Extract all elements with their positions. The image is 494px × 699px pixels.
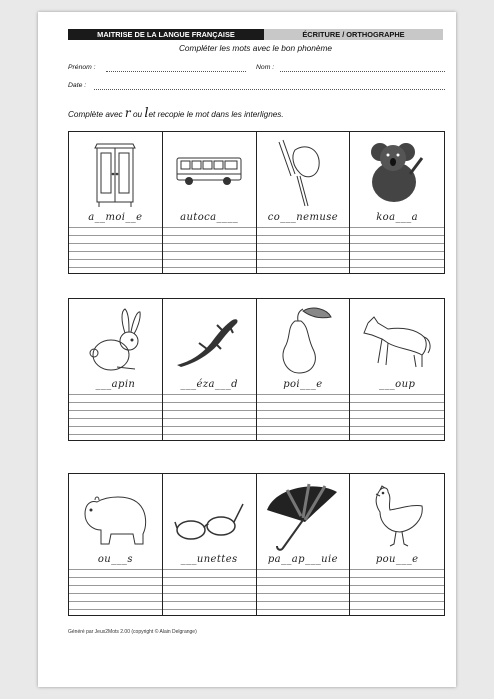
exercise-cell — [163, 132, 257, 273]
word-to-complete: a__moi__e — [88, 212, 143, 223]
exercise-cell — [69, 474, 163, 615]
writing-lines[interactable] — [163, 227, 256, 273]
writing-lines[interactable] — [257, 569, 350, 615]
instruction-middle: ou — [132, 110, 143, 119]
writing-lines[interactable] — [350, 227, 444, 273]
writing-lines[interactable] — [350, 569, 444, 615]
wardrobe-icon — [77, 136, 153, 210]
worksheet-page — [38, 12, 456, 687]
worksheet-subtitle: Compléter les mots avec le bon phonème — [178, 43, 333, 53]
exercise-row-2 — [68, 298, 445, 441]
bagpipe-icon — [265, 136, 341, 210]
writing-lines[interactable] — [69, 227, 162, 273]
writing-lines[interactable] — [257, 227, 350, 273]
header-subject: MAITRISE DE LA LANGUE FRANÇAISE — [68, 29, 264, 40]
exercise-row-3 — [68, 473, 445, 616]
exercise-cell — [257, 474, 351, 615]
word-to-complete: pou___e — [375, 554, 419, 565]
date-field[interactable] — [94, 89, 445, 90]
bear-icon — [77, 478, 153, 552]
lizard-icon — [171, 303, 247, 377]
writing-lines[interactable] — [350, 394, 444, 440]
word-to-complete: co___nemuse — [267, 212, 339, 223]
date-label: Date : — [68, 82, 87, 89]
instruction — [68, 106, 284, 121]
nom-field[interactable] — [280, 71, 445, 72]
word-to-complete: autoca____ — [180, 212, 239, 223]
instruction-after: et recopie le mot dans les interlignes. — [148, 110, 284, 119]
pear-icon — [265, 303, 341, 377]
rabbit-icon — [77, 303, 153, 377]
exercise-cell — [257, 132, 351, 273]
umbrella-icon — [265, 478, 341, 552]
writing-lines[interactable] — [163, 394, 256, 440]
writing-lines[interactable] — [163, 569, 256, 615]
header-topic: ÉCRITURE / ORTHOGRAPHE — [264, 29, 443, 40]
exercise-cell — [350, 132, 444, 273]
word-to-complete: poi___e — [283, 379, 323, 390]
letter-r: r — [124, 106, 131, 120]
glasses-icon — [171, 478, 247, 552]
exercise-cell — [69, 132, 163, 273]
bus-icon — [171, 136, 247, 210]
prenom-label: Prénom : — [68, 64, 96, 71]
exercise-cell — [69, 299, 163, 440]
writing-lines[interactable] — [69, 394, 162, 440]
instruction-before: Complète avec — [68, 110, 123, 119]
exercise-cell — [350, 474, 444, 615]
writing-lines[interactable] — [69, 569, 162, 615]
exercise-cell — [257, 299, 351, 440]
word-to-complete: pa__ap___uie — [267, 554, 338, 565]
word-to-complete: ___unettes — [180, 554, 238, 565]
word-to-complete: koa___a — [376, 212, 419, 223]
word-to-complete: ou___s — [97, 554, 133, 565]
hen-icon — [358, 478, 434, 552]
exercise-cell — [163, 299, 257, 440]
exercise-cell — [350, 299, 444, 440]
word-to-complete: ___oup — [378, 379, 416, 390]
exercise-row-1 — [68, 131, 445, 274]
word-to-complete: ___apin — [95, 379, 136, 390]
writing-lines[interactable] — [257, 394, 350, 440]
word-to-complete: ___éza___d — [180, 379, 238, 390]
wolf-icon — [358, 303, 434, 377]
letter-l: l — [144, 106, 149, 121]
nom-label: Nom : — [256, 64, 275, 71]
prenom-field[interactable] — [106, 71, 246, 72]
exercise-cell — [163, 474, 257, 615]
footer-credit: Généré par Jeux2Mots 2.00 (copyright © Alain Delgrange) — [68, 629, 197, 635]
koala-icon — [358, 136, 434, 210]
